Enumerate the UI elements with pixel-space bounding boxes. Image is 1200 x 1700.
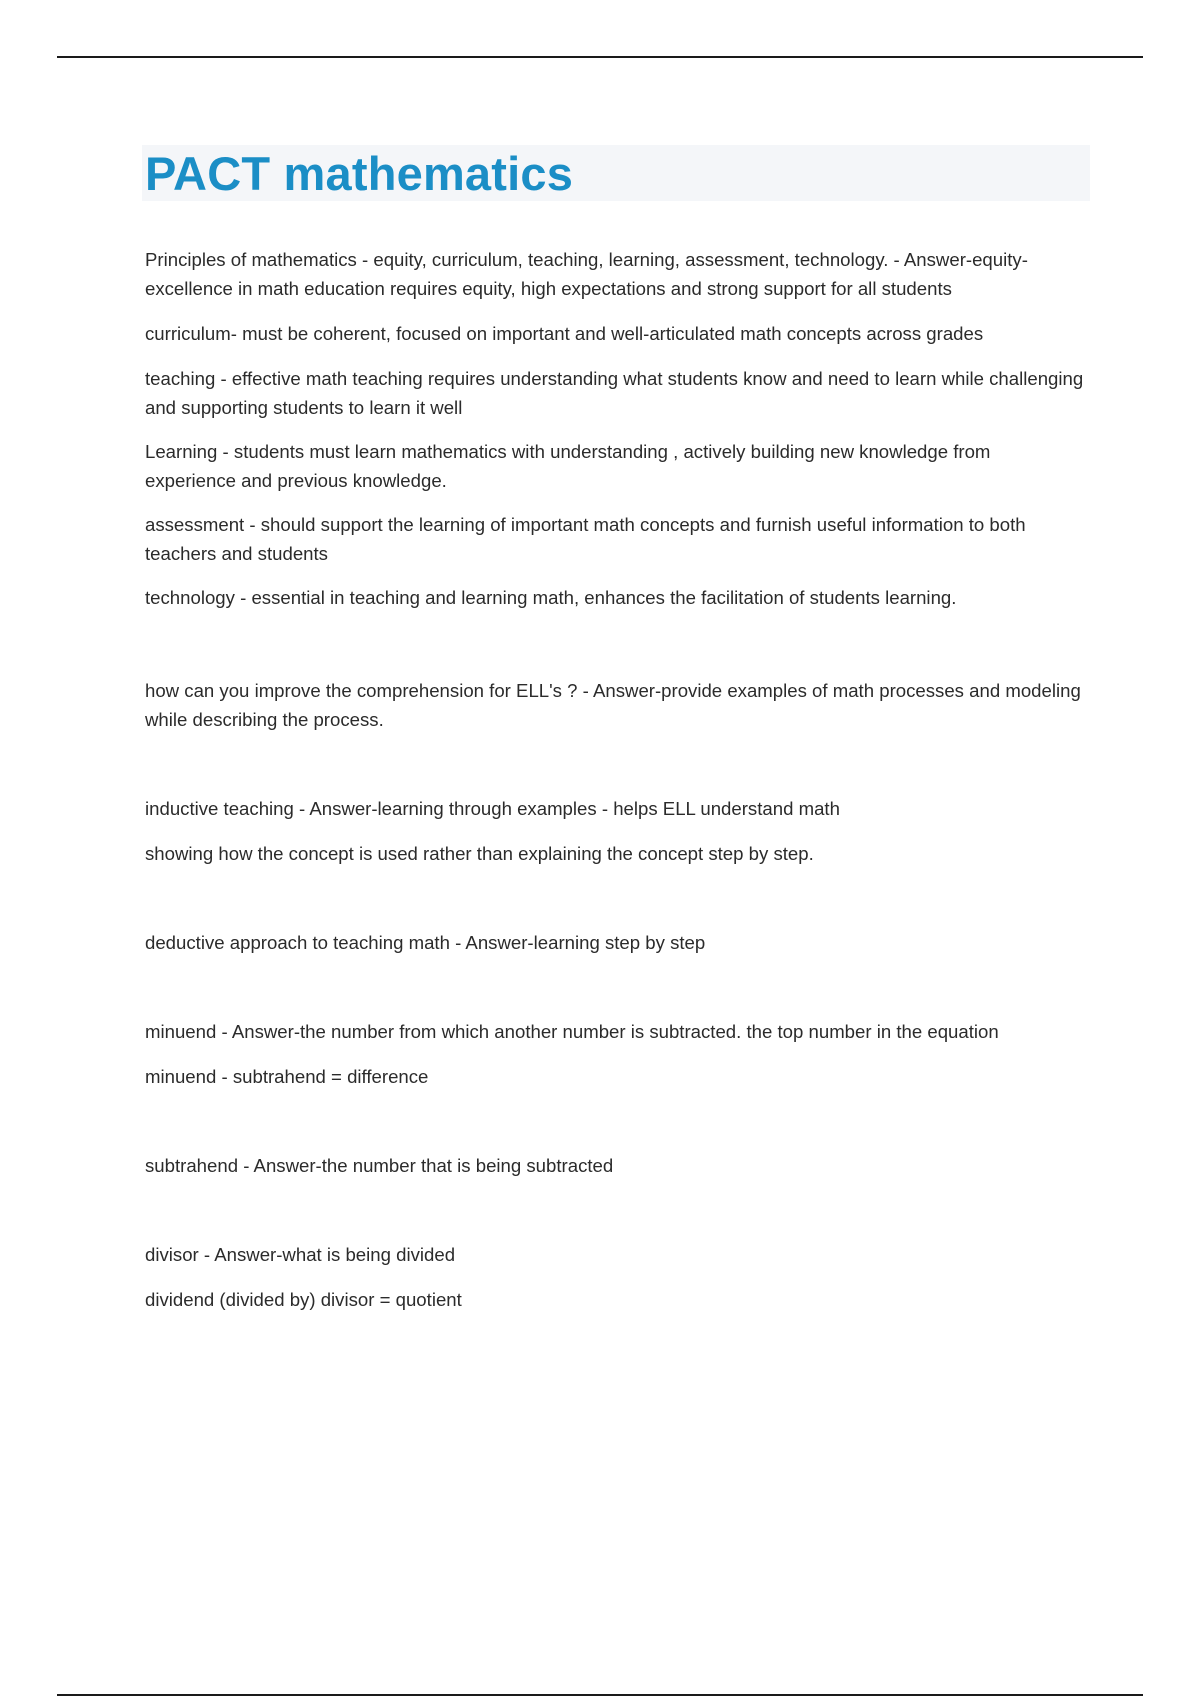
paragraph-divisor: divisor - Answer-what is being divided xyxy=(145,1244,456,1265)
paragraph-principles: Principles of mathematics - equity, curriculum, teaching, learning, assessment, technology. - Answer-equity- excellence in math education requires equity, high expectations and strong support for all students xyxy=(145,249,1028,299)
paragraph-technology: technology - essential in teaching and learning math, enhances the facilitation of students learning. xyxy=(145,587,957,608)
paragraph-ell-comprehension: how can you improve the comprehension for ELL's ? - Answer-provide examples of math processes and modeling while describing the process. xyxy=(145,680,1081,730)
bottom-rule xyxy=(57,1694,1143,1696)
paragraph-assessment: assessment - should support the learning of important math concepts and furnish useful information to both teachers and students xyxy=(145,514,1026,564)
top-rule xyxy=(57,56,1143,58)
paragraph-minuend: minuend - Answer-the number from which another number is subtracted. the top number in the equation xyxy=(145,1021,999,1042)
paragraph-deductive: deductive approach to teaching math - Answer-learning step by step xyxy=(145,932,706,953)
page-title: PACT mathematics xyxy=(145,147,574,200)
paragraph-subtrahend: subtrahend - Answer-the number that is being subtracted xyxy=(145,1155,614,1176)
paragraph-minuend-formula: minuend - subtrahend = difference xyxy=(145,1066,429,1087)
paragraph-inductive-detail: showing how the concept is used rather than explaining the concept step by step. xyxy=(145,843,814,864)
document-body xyxy=(145,245,1085,1314)
paragraph-curriculum: curriculum- must be coherent, focused on important and well-articulated math concepts across grades xyxy=(145,323,984,344)
paragraph-dividend-formula: dividend (divided by) divisor = quotient xyxy=(145,1289,462,1310)
paragraph-teaching: teaching - effective math teaching requires understanding what students know and need to learn while challenging and supporting students to learn it well xyxy=(145,368,1084,418)
paragraph-learning: Learning - students must learn mathematics with understanding , actively building new knowledge from experience and previous knowledge. xyxy=(145,441,991,491)
paragraph-inductive-teaching: inductive teaching - Answer-learning through examples - helps ELL understand math xyxy=(145,798,840,819)
